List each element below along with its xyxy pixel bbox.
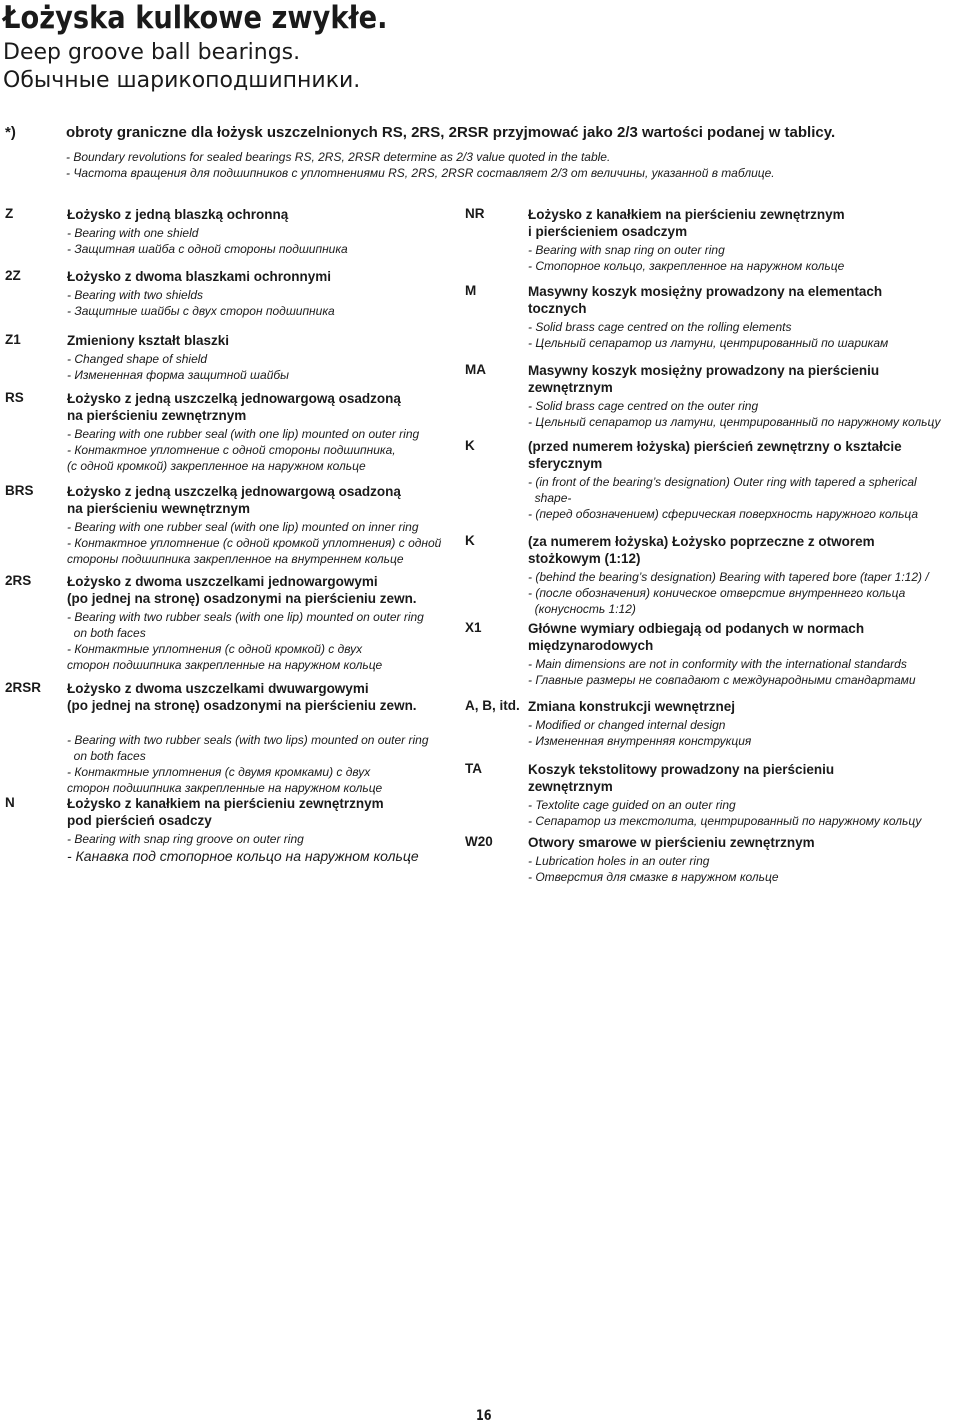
left-code: 2RS — [5, 573, 32, 588]
page-number: 16 — [475, 1408, 492, 1424]
left-entry-desc: - Контактные уплотнения (с одной кромкой) с двух — [67, 642, 363, 656]
right-code: X1 — [465, 620, 482, 635]
left-entry-desc: - Bearing with two rubber seals (with one lip) mounted on outer ring — [67, 610, 424, 624]
right-entry-desc: - Сепаратор из текстолита, центрированный по наружному кольцу — [528, 814, 922, 828]
right-entry-desc: - (после обозначения) коническое отверстие внутреннего кольца — [528, 586, 906, 600]
right-entry — [528, 362, 958, 430]
page-title-pl: Łożyska kulkowe zwykłe. — [3, 0, 388, 36]
right-entry-title: Masywny koszyk mosiężny prowadzony na elementach — [528, 284, 883, 299]
left-entry-title: Łożysko z dwoma uszczelkami jednowargowymi — [67, 574, 378, 589]
right-entry-title: i pierścieniem osadczym — [528, 224, 688, 239]
right-entry-title: Łożysko z kanałkiem na pierścieniu zewnętrznym — [528, 207, 845, 222]
right-entry-desc: - Цельный сепаратор из латуни, центрированный по шарикам — [528, 336, 889, 350]
right-entry-desc: - Bearing with snap ring on outer ring — [528, 243, 725, 257]
note-ru: - Частота вращения для подшипников с уплотнениями RS, 2RS, 2RSR составляет 2/3 от величины, указанной в таблице. — [66, 166, 775, 180]
left-entry-desc — [67, 716, 477, 732]
left-entry-desc: - Канавка под стопорное кольцо на наружном кольце — [67, 848, 419, 864]
right-entry-title: Koszyk tekstolitowy prowadzony na pierścieniu — [528, 762, 835, 777]
left-code: N — [5, 795, 15, 810]
right-entry-desc: (конусность 1:12) — [528, 602, 636, 616]
left-code: Z1 — [5, 332, 21, 347]
left-entry-title: Łożysko z dwoma blaszkami ochronnymi — [67, 269, 332, 284]
right-entry-title: (za numerem łożyska) Łożysko poprzeczne z otworem — [528, 534, 875, 549]
right-entry-desc: - Отверстия для смазке в наружном кольце — [528, 870, 779, 884]
left-entry-title: pod pierścień osadczy — [67, 813, 212, 828]
left-entry-desc: - Bearing with one rubber seal (with one lip) mounted on outer ring — [67, 427, 420, 441]
left-entry-desc: - Контактные уплотнения (с двумя кромками) с двух — [67, 765, 371, 779]
left-entry-desc: on both faces — [67, 749, 146, 763]
right-entry-desc: shape- — [528, 491, 572, 505]
left-code: Z — [5, 206, 14, 221]
left-entry — [67, 206, 477, 257]
note-main: obroty graniczne dla łożysk uszczelnionych RS, 2RS, 2RSR przyjmować jako 2/3 wartości podanej w tablicy. — [66, 124, 836, 141]
left-code: 2RSR — [5, 680, 42, 695]
left-entry — [67, 573, 477, 673]
right-entry-desc: - (behind the bearing’s designation) Bearing with tapered bore (taper 1:12) / — [528, 570, 929, 584]
right-entry-title: zewnętrznym — [528, 380, 613, 395]
right-code: K — [465, 438, 475, 453]
right-entry-desc: - Стопорное кольцо, закрепленное на наружном кольце — [528, 259, 845, 273]
note-mark: *) — [5, 124, 16, 141]
right-code: M — [465, 283, 477, 298]
right-code: MA — [465, 362, 486, 377]
right-entry-desc: - Lubrication holes in an outer ring — [528, 854, 710, 868]
left-entry-desc: стороны подшипника закрепленное на внутреннем кольце — [67, 552, 404, 566]
left-entry-desc: - Changed shape of shield — [67, 352, 208, 366]
right-code: TA — [465, 761, 482, 776]
left-code: 2Z — [5, 268, 21, 283]
note-en: - Boundary revolutions for sealed bearings RS, 2RS, 2RSR determine as 2/3 value quoted in the table. — [66, 150, 611, 164]
right-entry-desc: - Textolite cage guided on an outer ring — [528, 798, 736, 812]
right-entry — [528, 698, 958, 749]
left-entry-title: Łożysko z kanałkiem na pierścieniu zewnętrznym — [67, 796, 384, 811]
right-entry — [528, 283, 958, 351]
left-entry — [67, 390, 477, 474]
left-entry — [67, 795, 477, 865]
left-entry-desc: - Bearing with one shield — [67, 226, 199, 240]
left-entry-title: Łożysko z jedną uszczelką jednowargową osadzoną — [67, 484, 401, 499]
left-entry-desc: - Bearing with two shields — [67, 288, 204, 302]
left-code: RS — [5, 390, 24, 405]
left-entry-desc: - Контактное уплотнение с одной стороны подшипника, — [67, 443, 396, 457]
right-entry-title: międzynarodowych — [528, 638, 654, 653]
right-entry — [528, 206, 958, 274]
right-code: W20 — [465, 834, 493, 849]
left-entry — [67, 268, 477, 319]
left-entry-desc: - Измененная форма защитной шайбы — [67, 368, 289, 382]
right-entry-title: Zmiana konstrukcji wewnętrznej — [528, 699, 736, 714]
left-entry-desc: (с одной кромкой) закрепленное на наружном кольце — [67, 459, 366, 473]
right-entry — [528, 620, 958, 688]
left-entry-title: Łożysko z jedną blaszką ochronną — [67, 207, 289, 222]
right-entry — [528, 761, 958, 829]
right-entry-title: sferycznym — [528, 456, 603, 471]
right-code: K — [465, 533, 475, 548]
right-entry-desc: - (in front of the bearing’s designation) Outer ring with tapered a spherical — [528, 475, 917, 489]
right-entry-title: Masywny koszyk mosiężny prowadzony na pierścieniu — [528, 363, 880, 378]
left-entry — [67, 332, 477, 383]
right-entry-title: (przed numerem łożyska) pierścień zewnętrzny o kształcie — [528, 439, 902, 454]
left-entry-title: na pierścieniu wewnętrznym — [67, 501, 251, 516]
page-title-ru: Обычные шарикоподшипники. — [3, 68, 361, 93]
left-entry-desc: - Bearing with snap ring groove on outer ring — [67, 832, 304, 846]
left-entry-desc: - Bearing with one rubber seal (with one lip) mounted on inner ring — [67, 520, 419, 534]
right-entry-desc: - Главные размеры не совпадают с международными стандартами — [528, 673, 916, 687]
left-entry — [67, 483, 477, 567]
left-code: BRS — [5, 483, 34, 498]
right-entry-desc: - Modified or changed internal design — [528, 718, 726, 732]
left-entry-title: Łożysko z dwoma uszczelkami dwuwargowymi — [67, 681, 369, 696]
right-entry-title: tocznych — [528, 301, 587, 316]
right-entry-desc: - Main dimensions are not in conformity with the international standards — [528, 657, 907, 671]
left-entry-desc: сторон подшипника закрепленные на наружном кольце — [67, 781, 383, 795]
right-entry-title: Otwory smarowe w pierścieniu zewnętrznym — [528, 835, 815, 850]
right-entry — [528, 533, 958, 617]
page-title-en: Deep groove ball bearings. — [3, 40, 301, 65]
left-entry-desc: - Защитная шайба с одной стороны подшипника — [67, 242, 348, 256]
right-entry-desc: - (перед обозначением) сферическая поверхность наружного кольца — [528, 507, 919, 521]
left-entry-title: (po jednej na stronę) osadzonymi na pierścieniu zewn. — [67, 698, 417, 713]
right-code: A, B, itd. — [465, 698, 520, 713]
right-entry-desc: - Цельный сепаратор из латуни, центрированный по наружному кольцу — [528, 415, 941, 429]
left-entry-title: (po jednej na stronę) osadzonymi na pierścieniu zewn. — [67, 591, 417, 606]
left-entry-desc: сторон подшипника закрепленные на наружном кольце — [67, 658, 383, 672]
left-entry-desc: - Защитные шайбы с двух сторон подшипника — [67, 304, 335, 318]
left-entry-title: Zmieniony kształt blaszki — [67, 333, 230, 348]
right-entry-desc: - Измененная внутренняя конструкция — [528, 734, 752, 748]
right-entry-desc: - Solid brass cage centred on the outer ring — [528, 399, 759, 413]
right-entry-title: stożkowym (1:12) — [528, 551, 641, 566]
left-entry-desc: - Контактное уплотнение (с одной кромкой уплотнения) с одной — [67, 536, 442, 550]
left-entry-desc: on both faces — [67, 626, 146, 640]
left-entry-title: Łożysko z jedną uszczelką jednowargową osadzoną — [67, 391, 401, 406]
right-code: NR — [465, 206, 485, 221]
right-entry-title: zewnętrznym — [528, 779, 613, 794]
left-entry — [67, 680, 477, 796]
left-entry-title: na pierścieniu zewnętrznym — [67, 408, 247, 423]
left-entry-desc: - Bearing with two rubber seals (with two lips) mounted on outer ring — [67, 733, 429, 747]
right-entry-title: Główne wymiary odbiegają od podanych w normach — [528, 621, 865, 636]
right-entry — [528, 438, 958, 522]
right-entry — [528, 834, 958, 885]
right-entry-desc: - Solid brass cage centred on the rolling elements — [528, 320, 792, 334]
